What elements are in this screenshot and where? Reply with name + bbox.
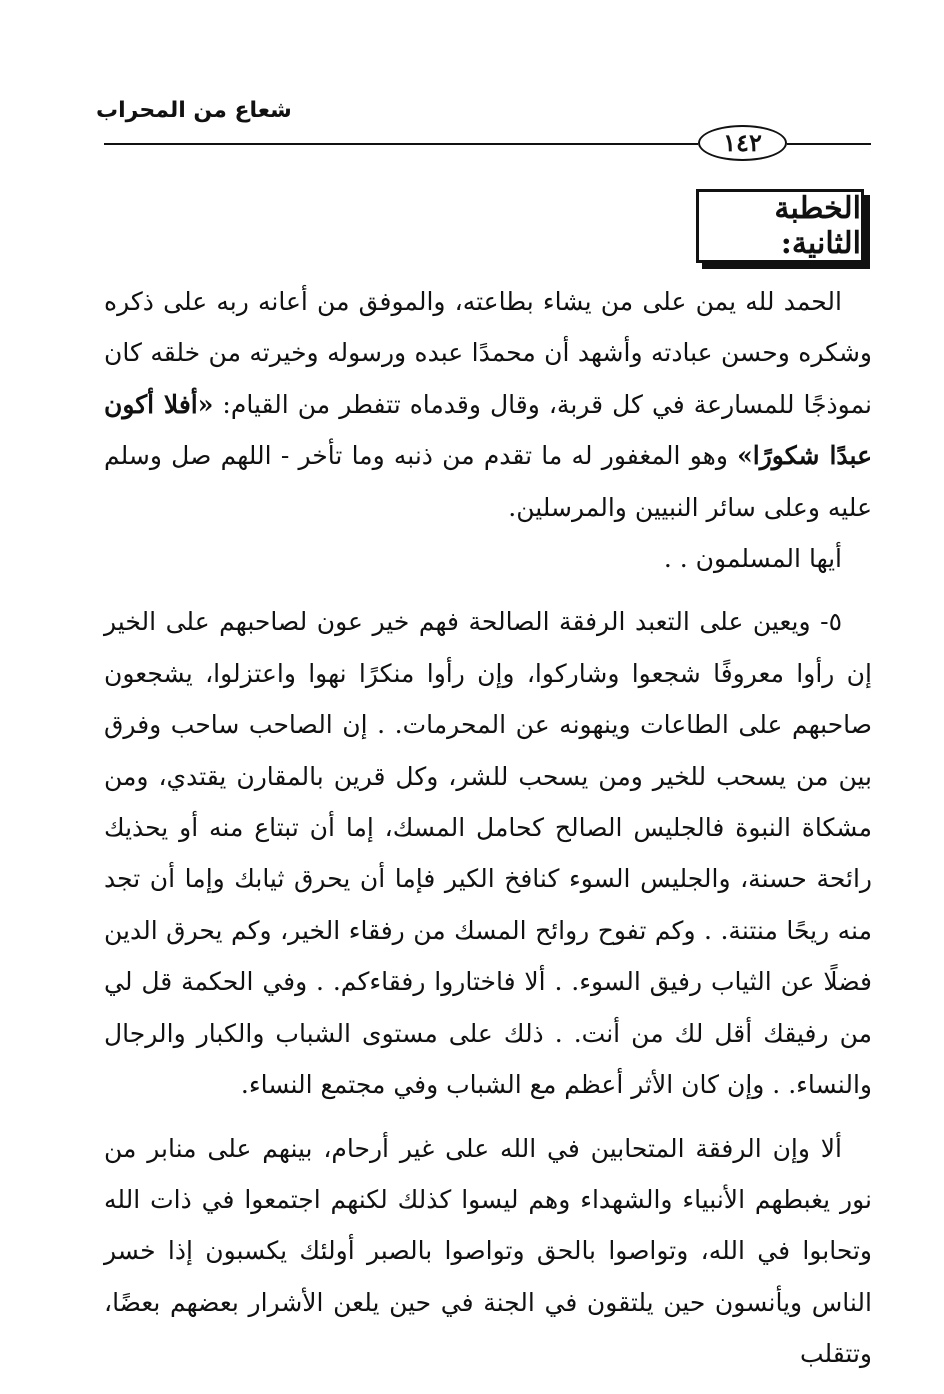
running-title: شعاع من المحراب: [96, 98, 292, 123]
section-heading: الخطبة الثانية:: [774, 191, 861, 261]
hadith-quote: «أفلا أكون عبدًا شكورًا»: [104, 389, 872, 471]
paragraph-point-5: ٥- ويعين على التعبد الرفقة الصالحة فهم خير عون لصاحبهم على الخير إن رأوا معروفًا شجعوا وشاركوا، وإن رأوا منكرًا نهوا واعتزلوا، يشجعون صاحبهم على الطاعات وينهونه عن المحرمات. . إن الصاحب ساحب وفرق بين من يسحب للخير ومن يسحب للشر، وكل قرين بالمقارن يقتدي، ومن مشكاة النبوة فالجليس الصالح كحامل المسك، إما أن تبتاع منه أو يحذيك رائحة حسنة، والجليس السوء كنافخ الكير فإما أن يحرق ثيابك وإما أن تجد منه ريحًا منتنة. . وكم تفوح روائح المسك من رفقاء الخير، وكم يحرق الدين فضلًا عن الثياب رفيق السوء. . ألا فاختاروا رفقاءكم. . وفي الحكمة قل لي من رفيقك أقل لك من أنت. . ذلك على مستوى الشباب والكبار والرجال والنساء. . وإن كان الأثر أعظم مع الشباب وفي مجتمع النساء.: [104, 607, 872, 1100]
paragraph-opening-part1: الحمد لله يمن على من يشاء بطاعته، والموفق من أعانه ربه على ذكره وشكره وحسن عبادته وأشهد أن محمدًا عبده ورسوله وخيرته من خلقه كان نموذجًا للمسارعة في كل قربة، وقال وقدماه تتفطر من القيام:: [104, 287, 873, 419]
paragraph-opening-part2: وهو المغفور له ما تقدم من ذنبه وما تأخر - اللهم صل وسلم عليه وعلى سائر النبيين والمرسلين.: [104, 441, 872, 522]
paragraph-address: أيها المسلمون . .: [663, 544, 842, 574]
paragraph-opening: [104, 276, 872, 533]
header-rule-left: [104, 143, 698, 145]
page-number: ١٤٢: [698, 125, 787, 161]
paragraph-companions: ألا وإن الرفقة المتحابين في الله على غير أرحام، بينهم على منابر من نور يغبطهم الأنبياء والشهداء وهم ليسوا كذلك لكنهم اجتمعوا في ذات الله وتحابوا في الله، وتواصوا بالحق وتواصوا بالصبر أولئك يكسبون إذا خسر الناس ويأنسون حين يلتقون في الجنة في حين يلعن الأشرار بعضهم بعضًا، وتتقلب: [104, 1133, 872, 1369]
header-rule-right: [787, 143, 871, 145]
body-text: [104, 276, 872, 1380]
section-heading-box: [696, 189, 864, 263]
